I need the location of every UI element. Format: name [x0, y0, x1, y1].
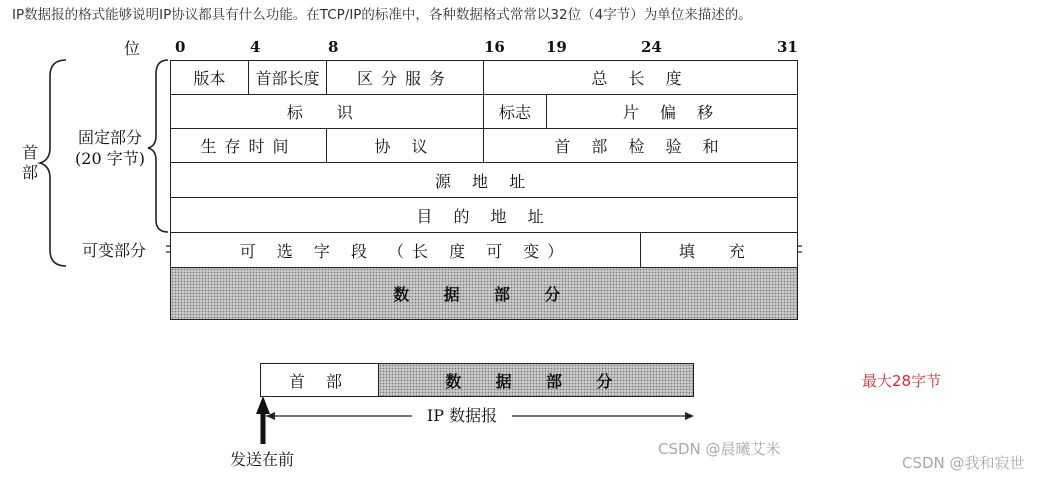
datagram-label: IP 数据报 — [426, 406, 498, 425]
intro-text: IP数据报的格式能够说明IP协议都具有什么功能。在TCP/IP的标准中，各种数据格式常常以32位（4字节）为单位来描述的。 — [12, 7, 752, 23]
bit-24: 24 — [641, 38, 662, 56]
variable-part-label: 可变部分 — [81, 241, 146, 260]
field-padding: 填 充 — [640, 232, 798, 268]
send-first-label: 发送在前 — [229, 450, 294, 469]
data-part: 数 据 部 分 — [170, 267, 798, 320]
bit-8: 8 — [328, 38, 339, 56]
datagram-summary — [260, 363, 694, 397]
bit-4: 4 — [250, 38, 261, 56]
summary-data: 数 据 部 分 — [378, 363, 694, 397]
field-header-length: 首部长度 — [248, 60, 327, 95]
bit-31: 31 — [777, 38, 798, 56]
field-options: 可 选 字 段 （长 度 可 变） — [170, 232, 641, 268]
watermark-1: CSDN @晨曦艾米 — [658, 440, 781, 458]
field-protocol: 协 议 — [326, 128, 484, 163]
ip-header-grid — [170, 60, 798, 320]
field-flags: 标志 — [483, 94, 547, 129]
watermark-2: CSDN @我和寂世 — [902, 454, 1025, 472]
field-total-length: 总 长 度 — [483, 60, 798, 95]
field-version: 版本 — [170, 60, 249, 95]
fixed-part-label: 固定部分 — [77, 128, 142, 147]
max-size-note: 最大28字节 — [862, 372, 942, 390]
field-dest-address: 目 的 地 址 — [170, 197, 798, 233]
fixed-size-label: (20 字节) — [75, 149, 145, 168]
bit-axis-label: 位 — [124, 39, 141, 58]
field-ttl: 生存时间 — [170, 128, 327, 163]
field-diff-services: 区分服务 — [326, 60, 484, 95]
bit-19: 19 — [546, 38, 567, 56]
field-checksum: 首 部 检 验 和 — [483, 128, 798, 163]
bit-0: 0 — [175, 38, 186, 56]
field-identification: 标 识 — [170, 94, 484, 129]
bit-16: 16 — [484, 38, 505, 56]
field-fragment-offset: 片 偏 移 — [546, 94, 798, 129]
summary-header: 首 部 — [260, 363, 379, 397]
header-label: 首部 — [21, 143, 38, 182]
field-source-address: 源 地 址 — [170, 162, 798, 198]
